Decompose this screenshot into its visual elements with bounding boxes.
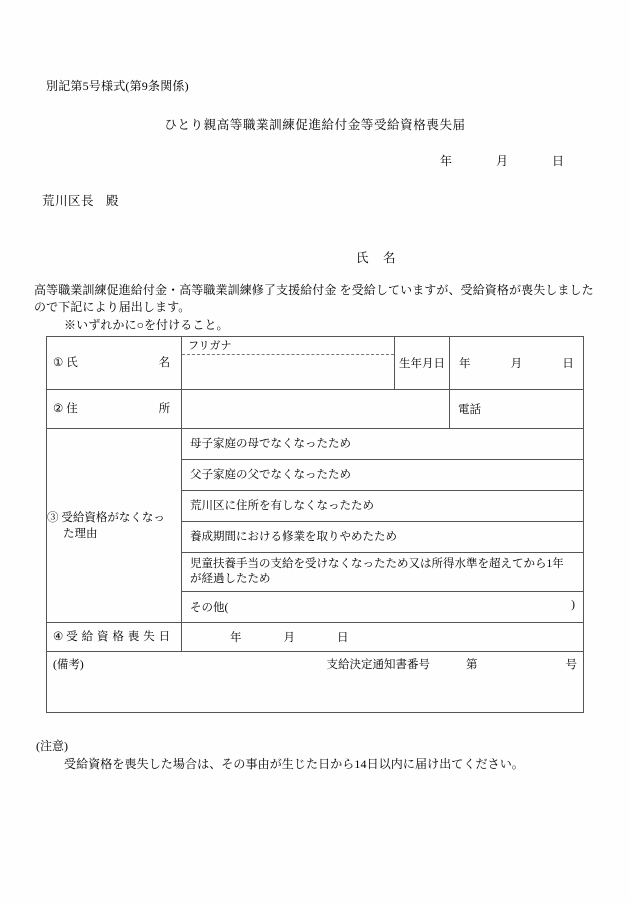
name-input-cell[interactable] xyxy=(182,337,395,390)
addressee-honorific: 殿 xyxy=(106,194,120,208)
reason-option-father[interactable] xyxy=(182,460,584,491)
loss-date-day-label: 日 xyxy=(337,632,349,644)
row-label-reason xyxy=(47,429,182,623)
table-row-remarks xyxy=(47,652,584,713)
date-month-label: 月 xyxy=(496,154,509,168)
row-label-address-text: 住所 xyxy=(66,402,171,415)
reason-option-quit-training[interactable] xyxy=(182,522,584,553)
reason-option-moved-out[interactable] xyxy=(182,491,584,522)
footer-notice-text: 受給資格を喪失した場合は、その事由が生じた日から14日以内に届け出てください。 xyxy=(64,757,524,771)
table-row-loss-date xyxy=(47,623,584,652)
reason-option-label: 児童扶養手当の支給を受けなくなったため又は所得水準を超えてから1年が経過したため xyxy=(190,558,564,585)
reason-option-mother[interactable] xyxy=(182,429,584,460)
telephone-label: 電話 xyxy=(458,404,481,416)
circle-instruction-note: ※いずれかに○を付けること。 xyxy=(64,318,229,332)
name-value[interactable] xyxy=(182,355,394,389)
row-label-reason-line2: た理由 xyxy=(63,527,98,540)
table-row-name xyxy=(47,337,584,390)
reason-option-label: 母子家庭の母でなくなったため xyxy=(190,437,351,450)
notice-number-label: 支給決定通知書番号 xyxy=(326,659,430,671)
reason-other-close: ) xyxy=(571,599,575,611)
document-title: ひとり親高等職業訓練促進給付金等受給資格喪失届 xyxy=(164,118,466,132)
address-value-cell[interactable] xyxy=(182,390,450,429)
row-label-loss-date-text: 受給資格喪失日 xyxy=(66,630,171,643)
signature-name-label xyxy=(356,248,396,266)
row-number-reason: ③ xyxy=(47,511,59,524)
remarks-label: (備考) xyxy=(53,659,84,671)
reason-option-label: 養成期間における修業を取りやめたため xyxy=(190,530,397,543)
row-number-name: ① xyxy=(53,356,64,369)
dob-month-label: 月 xyxy=(510,358,523,370)
row-number-address: ② xyxy=(53,402,64,415)
row-label-reason-line1: 受給資格がなくなっ xyxy=(61,511,165,524)
row-label-address xyxy=(47,390,182,429)
row-label-name-text: 氏名 xyxy=(66,356,171,369)
date-year-label: 年 xyxy=(440,154,453,168)
reason-other-label: その他( xyxy=(190,602,229,614)
addressee-office: 荒川区長 xyxy=(42,194,95,208)
notice-number-prefix: 第 xyxy=(466,659,478,671)
application-form-table xyxy=(46,336,584,713)
reason-option-label: 荒川区に住所を有しなくなったため xyxy=(190,499,374,512)
name-label-kanji-1: 氏 xyxy=(356,251,370,265)
dob-year-label: 年 xyxy=(458,358,471,370)
form-code: 別記第5号様式(第9条関係) xyxy=(46,79,189,93)
reason-option-other[interactable] xyxy=(182,592,584,623)
dob-day-label: 日 xyxy=(562,358,575,370)
telephone-cell[interactable] xyxy=(450,390,584,429)
date-day-label: 日 xyxy=(552,154,565,168)
table-row-address xyxy=(47,390,584,429)
addressee xyxy=(42,191,119,209)
loss-date-month-label: 月 xyxy=(283,632,295,644)
footer-notice-heading: (注意) xyxy=(36,739,68,753)
remarks-cell[interactable] xyxy=(47,652,584,713)
row-label-loss-date xyxy=(47,623,182,652)
furigana-label: フリガナ xyxy=(182,337,394,355)
loss-date-year-label: 年 xyxy=(230,632,242,644)
dob-value-cell[interactable] xyxy=(450,337,584,390)
notice-number-suffix: 号 xyxy=(565,659,577,671)
dob-label: 生年月日 xyxy=(395,337,450,390)
reason-option-label: 父子家庭の父でなくなったため xyxy=(190,468,351,481)
loss-date-value-cell[interactable] xyxy=(182,623,584,652)
name-label-kanji-2: 名 xyxy=(383,251,397,265)
row-number-loss-date: ④ xyxy=(53,630,64,643)
reason-option-allowance-ended[interactable] xyxy=(182,553,584,592)
address-value[interactable] xyxy=(182,405,449,413)
row-label-name xyxy=(47,337,182,390)
table-row-reason-1 xyxy=(47,429,584,460)
submission-date-line xyxy=(440,152,564,169)
body-statement: 高等職業訓練促進給付金・高等職業訓練修了支援給付金 を受給していますが、受給資格が喪失しましたので下記により届出します。 xyxy=(34,283,594,314)
